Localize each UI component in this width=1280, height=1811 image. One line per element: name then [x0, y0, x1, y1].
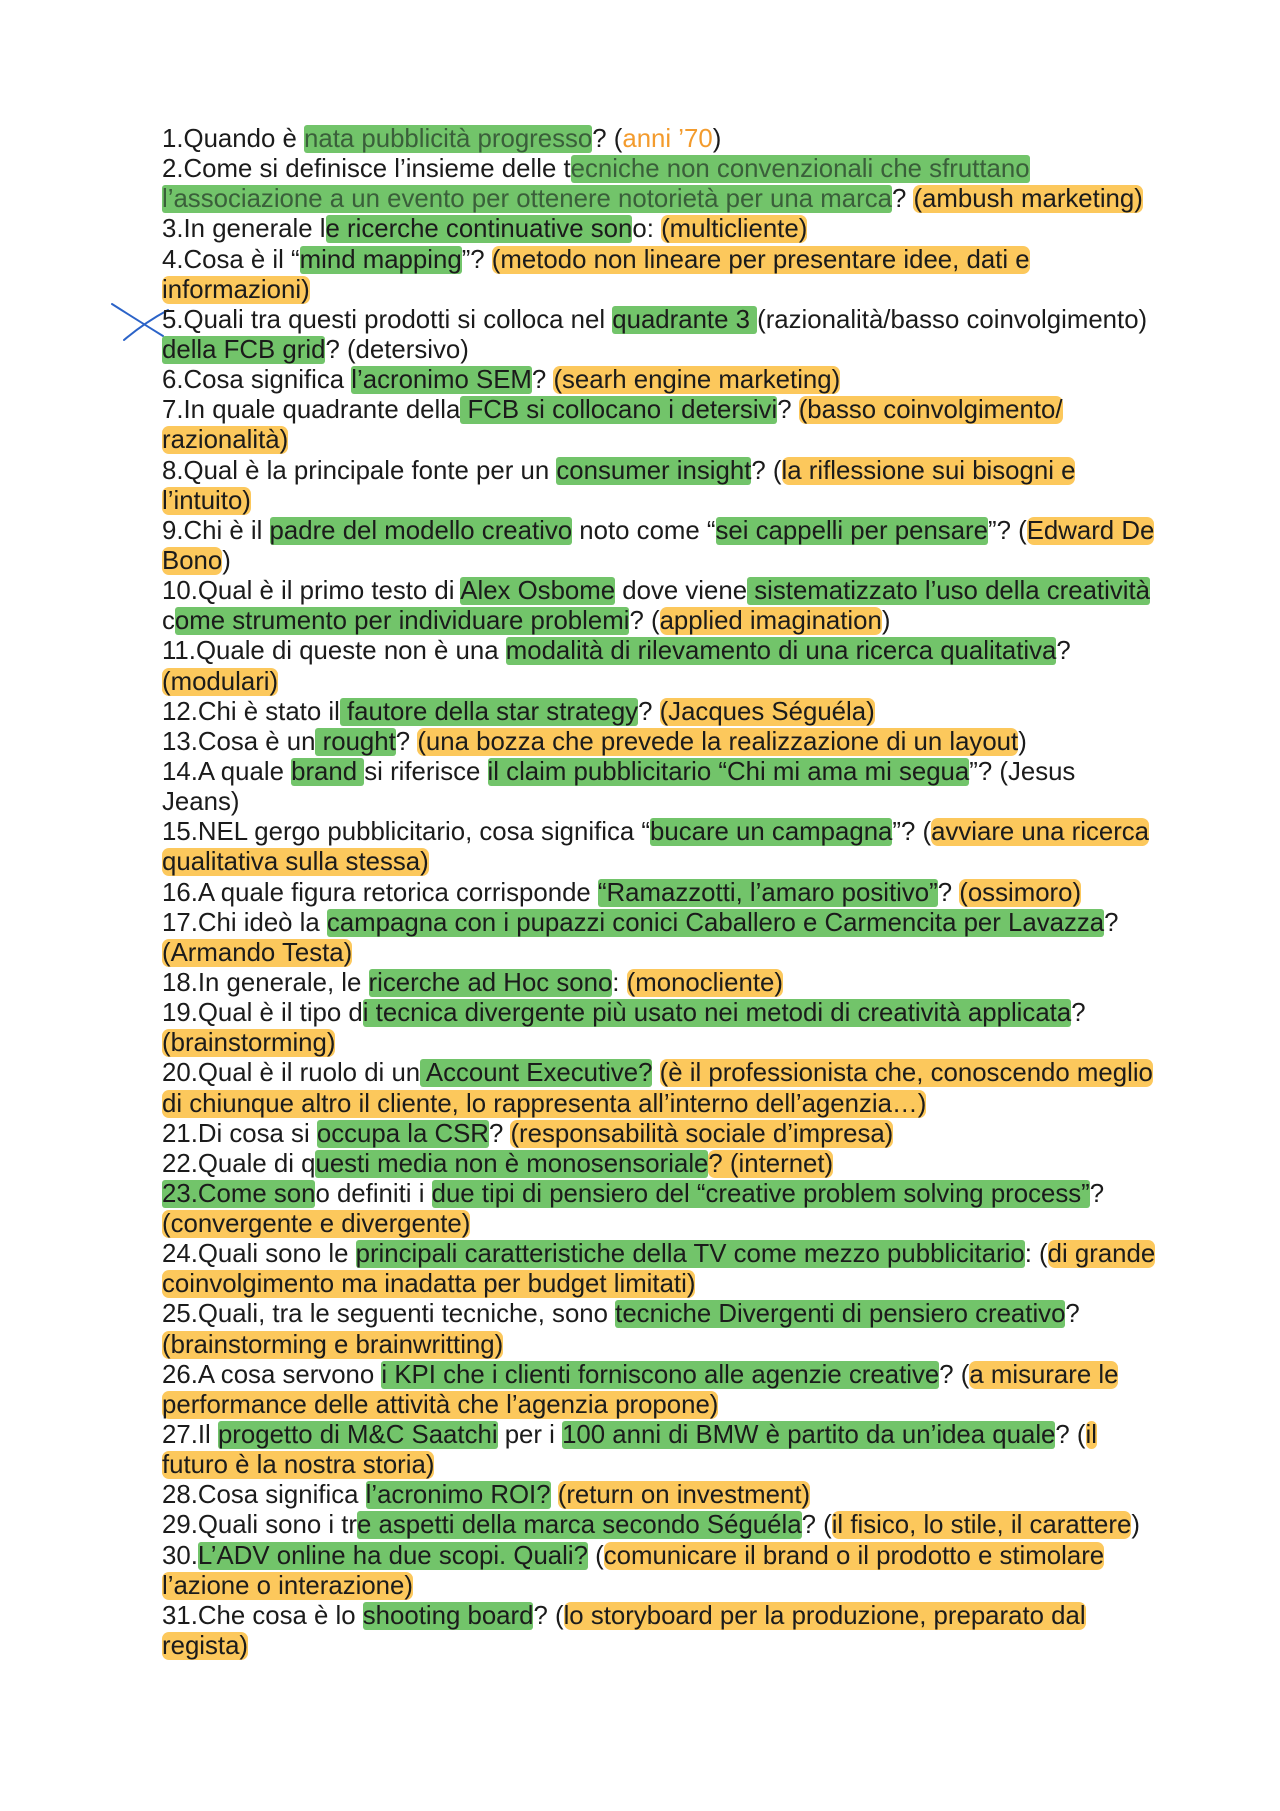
green-highlight: occupa la CSR	[316, 1119, 489, 1148]
question-line	[162, 1058, 1242, 1088]
question-2	[162, 154, 1242, 214]
text-segment: noto come “	[572, 516, 716, 545]
question-line	[162, 395, 1242, 425]
text-segment: Jeans)	[162, 788, 240, 817]
question-line	[162, 1299, 1242, 1329]
question-line	[162, 1028, 1242, 1058]
text-segment: :	[612, 968, 627, 997]
text-segment: ?	[1104, 908, 1119, 937]
orange-highlight: il fisico, lo stile, il carattere	[831, 1511, 1132, 1540]
text-segment: )	[1018, 727, 1027, 756]
orange-highlight: (brainstorming)	[162, 1029, 336, 1058]
green-highlight: rought	[315, 727, 396, 756]
question-6	[162, 365, 1242, 395]
question-30	[162, 1541, 1242, 1601]
orange-highlight: di chiunque altro il cliente, lo rappresenta all’interno dell’agenzia…)	[162, 1089, 927, 1118]
text-segment: 14.A quale	[162, 757, 292, 786]
text-segment: o:	[632, 215, 662, 244]
text-segment: 19.Qual è il tipo d	[162, 999, 363, 1028]
green-highlight: ecniche non convenzionali che sfruttano	[570, 155, 1030, 184]
green-highlight: bucare un campagna	[650, 818, 893, 847]
text-segment: 10.Qual è il primo testo di	[162, 577, 461, 606]
text-segment: ?	[1056, 637, 1071, 666]
green-highlight: il claim pubblicitario “Chi mi ama mi segua	[487, 757, 970, 786]
green-highlight: consumer insight	[556, 456, 752, 485]
text-segment	[551, 1481, 558, 1509]
text-segment: 1.Quando è	[162, 125, 304, 153]
text-segment: 2.Come si definisce l’insieme delle t	[162, 155, 571, 184]
orange-highlight: qualitativa sulla stessa)	[162, 848, 429, 877]
text-segment: 20.Qual è il ruolo di un	[162, 1059, 421, 1088]
text-segment: 28.Cosa significa	[162, 1481, 366, 1510]
orange-highlight: (Jacques Séguéla)	[659, 697, 875, 726]
text-segment: 30.	[162, 1541, 198, 1570]
orange-highlight: (Armando Testa)	[162, 938, 353, 967]
orange-highlight: (monocliente)	[626, 968, 783, 997]
question-line	[162, 878, 1242, 908]
green-highlight: i tecnica divergente più usato nei metodi di creatività applicata	[362, 999, 1072, 1028]
text-segment: ?	[531, 366, 554, 395]
question-line	[162, 1631, 1242, 1661]
orange-highlight: razionalità)	[162, 426, 289, 455]
question-line	[162, 365, 1242, 395]
question-line	[162, 1541, 1242, 1571]
text-segment: ”?	[461, 245, 492, 274]
text-segment: 26.A cosa servono	[162, 1360, 382, 1389]
orange-highlight: (return on investment)	[557, 1481, 811, 1510]
orange-highlight: (è il professionista che, conoscendo meglio	[659, 1059, 1153, 1088]
question-18	[162, 968, 1242, 998]
text-segment: 22.Quale di q	[162, 1149, 316, 1178]
text-segment: 6.Cosa significa	[162, 366, 352, 395]
orange-highlight: (metodo non lineare per presentare idee, dati e	[491, 245, 1030, 274]
text-segment: ? (	[533, 1601, 564, 1630]
question-line	[162, 1420, 1242, 1450]
text-segment: ?	[1065, 1300, 1080, 1329]
text-segment: 5.Quali tra questi prodotti si colloca nel	[162, 305, 613, 334]
text-segment: 12.Chi è stato il	[162, 697, 340, 726]
question-line	[162, 546, 1242, 576]
orange-highlight: il	[1085, 1421, 1097, 1450]
question-12	[162, 697, 1242, 727]
question-line	[162, 154, 1242, 184]
orange-highlight: lo storyboard per la produzione, preparato dal	[563, 1601, 1086, 1630]
question-line	[162, 787, 1242, 817]
question-4	[162, 245, 1242, 305]
green-highlight: fautore della star strategy	[339, 697, 639, 726]
green-highlight: “Ramazzotti, l’amaro positivo”	[597, 878, 938, 907]
question-17	[162, 908, 1242, 968]
question-line	[162, 456, 1242, 486]
green-highlight: della FCB grid	[162, 335, 326, 364]
question-23	[162, 1179, 1242, 1239]
text-segment: 25.Quali, tra le seguenti tecniche, sono	[162, 1300, 616, 1329]
text-segment: 29.Quali sono i tr	[162, 1511, 358, 1540]
text-segment: )	[712, 125, 722, 153]
question-20	[162, 1058, 1242, 1118]
text-segment: )	[881, 607, 891, 636]
text-segment: ? (	[939, 1360, 970, 1389]
orange-highlight: avviare una ricerca	[931, 818, 1150, 847]
text-segment: per i	[497, 1421, 563, 1450]
question-line	[162, 275, 1242, 305]
orange-highlight: coinvolgimento ma inadatta per budget limitati)	[162, 1270, 696, 1299]
text-segment: ”? (Jesus	[969, 757, 1076, 786]
green-highlight: l’associazione a un evento per ottenere notorietà per una marca	[162, 185, 892, 214]
question-line	[162, 667, 1242, 697]
text-segment: 21.Di cosa si	[162, 1119, 317, 1148]
text-segment	[652, 1059, 659, 1087]
orange-highlight: Edward De	[1026, 516, 1155, 545]
question-line	[162, 697, 1242, 727]
green-highlight: modalità di rilevamento di una ricerca qualitativa	[505, 637, 1057, 666]
green-highlight: sistematizzato l’uso della creatività	[747, 577, 1150, 606]
orange-highlight: (ambush marketing)	[913, 185, 1143, 214]
green-highlight: shooting board	[362, 1601, 534, 1630]
text-segment: o definiti i	[315, 1179, 432, 1208]
text-segment: ? (detersivo)	[325, 335, 469, 364]
question-line	[162, 124, 1242, 154]
orange-highlight: informazioni)	[162, 275, 310, 304]
question-21	[162, 1119, 1242, 1149]
orange-highlight: (brainstorming e brainwritting)	[162, 1330, 504, 1359]
question-line	[162, 1239, 1242, 1269]
question-22	[162, 1149, 1242, 1179]
text-segment: ? (	[1055, 1421, 1086, 1450]
text-segment: ”? (	[987, 516, 1027, 545]
text-segment: : (	[1024, 1240, 1048, 1269]
green-highlight: e ricerche continuative son	[325, 215, 633, 244]
question-line	[162, 847, 1242, 877]
question-line	[162, 1209, 1242, 1239]
question-1	[162, 124, 1242, 154]
orange-highlight: (multicliente)	[661, 215, 808, 244]
question-line	[162, 817, 1242, 847]
question-line	[162, 908, 1242, 938]
question-line	[162, 727, 1242, 757]
orange-highlight: (una bozza che prevede la realizzazione di un layout	[417, 727, 1019, 756]
question-line	[162, 968, 1242, 998]
green-highlight: FCB si collocano i detersivi	[460, 396, 778, 425]
text-segment: ? (	[629, 607, 660, 636]
text-segment: si riferisce	[364, 757, 488, 786]
green-highlight: l’acronimo ROI?	[365, 1481, 551, 1510]
text-segment: ?	[488, 1119, 511, 1148]
question-line	[162, 1510, 1242, 1540]
green-highlight: Account Executive?	[420, 1059, 653, 1088]
question-line	[162, 245, 1242, 275]
question-27	[162, 1420, 1242, 1480]
question-29	[162, 1510, 1242, 1540]
green-highlight: ome strumento per individuare problemi	[174, 607, 630, 636]
question-11	[162, 636, 1242, 696]
question-line	[162, 305, 1242, 335]
text-segment: 24.Quali sono le	[162, 1240, 356, 1269]
green-highlight: uesti media non è monosensoriale	[315, 1149, 709, 1178]
text-segment: ?	[777, 396, 799, 425]
question-14	[162, 757, 1242, 817]
green-highlight: campagna con i pupazzi conici Caballero e Carmencita per Lavazza	[326, 908, 1105, 937]
question-line	[162, 998, 1242, 1028]
orange-highlight: a misurare le	[969, 1360, 1119, 1389]
question-line	[162, 1089, 1242, 1119]
question-9	[162, 516, 1242, 576]
orange-highlight: performance delle attività che l’agenzia propone)	[162, 1390, 719, 1419]
green-highlight: progetto di M&C Saatchi	[217, 1421, 498, 1450]
green-highlight: 23.Come son	[162, 1179, 316, 1208]
text-segment: )	[222, 546, 231, 575]
orange-highlight: (basso coinvolgimento/	[798, 396, 1063, 425]
orange-highlight: l’intuito)	[162, 486, 251, 515]
question-line	[162, 1330, 1242, 1360]
orange-highlight: di grande	[1047, 1240, 1156, 1269]
question-7	[162, 395, 1242, 455]
questions-list	[162, 124, 1242, 1661]
text-segment: anni ’70	[622, 125, 713, 153]
question-5	[162, 305, 1242, 365]
question-line	[162, 335, 1242, 365]
text-segment: 17.Chi ideò la	[162, 908, 327, 937]
green-highlight: quadrante 3	[612, 305, 758, 334]
text-segment: 18.In generale, le	[162, 968, 369, 997]
orange-highlight: la riflessione sui bisogni e	[781, 456, 1076, 485]
question-line	[162, 1179, 1242, 1209]
text-segment: 11.Quale di queste non è una	[162, 637, 506, 666]
question-line	[162, 1390, 1242, 1420]
question-line	[162, 1269, 1242, 1299]
question-15	[162, 817, 1242, 877]
text-segment: c	[162, 607, 175, 636]
orange-highlight: (modulari)	[162, 667, 279, 696]
question-line	[162, 1450, 1242, 1480]
text-segment: ? (	[801, 1511, 832, 1540]
green-highlight: sei cappelli per pensare	[715, 516, 988, 545]
question-line	[162, 576, 1242, 606]
cross-mark-stroke-1	[112, 304, 163, 336]
text-segment: ?	[638, 697, 660, 726]
orange-highlight: comunicare il brand o il prodotto e stimolare	[603, 1541, 1105, 1570]
green-highlight: Alex Osbome	[460, 577, 616, 606]
green-highlight: L’ADV online ha due scopi. Quali?	[197, 1541, 588, 1570]
green-highlight: nata pubblicità progresso	[304, 125, 593, 153]
green-highlight: i KPI che i clienti forniscono alle agenzie creative	[381, 1360, 940, 1389]
text-segment: ?	[937, 878, 960, 907]
orange-highlight: (responsabilità sociale d’impresa)	[510, 1119, 894, 1148]
question-line	[162, 1480, 1242, 1510]
green-highlight: e aspetti della marca secondo Séguéla	[357, 1511, 802, 1540]
text-segment: 9.Chi è il	[162, 516, 270, 545]
question-line	[162, 1601, 1242, 1631]
orange-highlight: (ossimoro)	[959, 878, 1082, 907]
question-31	[162, 1601, 1242, 1661]
question-line	[162, 425, 1242, 455]
green-highlight: 100 anni di BMW è partito da un’idea quale	[562, 1421, 1056, 1450]
question-line	[162, 757, 1242, 787]
green-highlight: due tipi di pensiero del “creative problem solving process”	[431, 1179, 1090, 1208]
text-segment: )	[1131, 1511, 1140, 1540]
text-segment: 4.Cosa è il “	[162, 245, 300, 274]
text-segment: dove viene	[615, 577, 748, 606]
orange-highlight: (convergente e divergente)	[162, 1210, 471, 1239]
question-line	[162, 1119, 1242, 1149]
orange-highlight: l’azione o interazione)	[162, 1571, 413, 1600]
question-line	[162, 606, 1242, 636]
text-segment: ?	[1071, 999, 1086, 1028]
text-segment: 3.In generale l	[162, 215, 326, 244]
text-segment: ?	[395, 727, 418, 756]
orange-highlight: (searh engine marketing)	[553, 366, 841, 395]
orange-highlight: regista)	[162, 1632, 249, 1661]
orange-highlight: futuro è la nostra storia)	[162, 1451, 435, 1480]
text-segment: ?	[891, 185, 914, 214]
question-26	[162, 1360, 1242, 1420]
question-13	[162, 727, 1242, 757]
text-segment: 27.Il	[162, 1421, 218, 1450]
text-segment: ?	[1089, 1179, 1105, 1208]
green-highlight: l’acronimo SEM	[351, 366, 532, 395]
question-line	[162, 214, 1242, 244]
orange-highlight: Bono	[162, 546, 223, 575]
text-segment: (	[587, 1541, 604, 1570]
text-segment: (razionalità/basso coinvolgimento)	[757, 305, 1148, 334]
orange-highlight: applied imagination	[659, 607, 882, 636]
text-segment: 8.Qual è la principale fonte per un	[162, 456, 557, 485]
green-highlight: principali caratteristiche della TV come mezzo pubblicitario	[355, 1240, 1025, 1269]
question-line	[162, 516, 1242, 546]
text-segment: 7.In quale quadrante della	[162, 396, 461, 425]
question-3	[162, 214, 1242, 244]
text-segment: ? (	[751, 456, 782, 485]
question-line	[162, 1360, 1242, 1390]
question-24	[162, 1239, 1242, 1299]
text-segment: 16.A quale figura retorica corrisponde	[162, 878, 598, 907]
question-25	[162, 1299, 1242, 1359]
question-line	[162, 938, 1242, 968]
green-highlight: tecniche Divergenti di pensiero creativo	[615, 1300, 1066, 1329]
text-segment: ”? (	[892, 818, 932, 847]
question-line	[162, 486, 1242, 516]
question-line	[162, 636, 1242, 666]
green-highlight: padre del modello creativo	[269, 516, 573, 545]
question-line	[162, 184, 1242, 214]
orange-highlight: ? (internet)	[708, 1149, 834, 1178]
text-segment: 15.NEL gergo pubblicitario, cosa significa “	[162, 818, 651, 847]
question-10	[162, 576, 1242, 636]
question-19	[162, 998, 1242, 1058]
text-segment: 31.Che cosa è lo	[162, 1601, 363, 1630]
green-highlight: ricerche ad Hoc sono	[368, 968, 613, 997]
text-segment: ? (	[592, 125, 623, 153]
question-line	[162, 1149, 1242, 1179]
green-highlight: brand	[291, 757, 365, 786]
question-16	[162, 878, 1242, 908]
text-segment: 13.Cosa è un	[162, 727, 316, 756]
green-highlight: mind mapping	[299, 245, 462, 274]
question-8	[162, 456, 1242, 516]
question-28	[162, 1480, 1242, 1510]
question-line	[162, 1571, 1242, 1601]
